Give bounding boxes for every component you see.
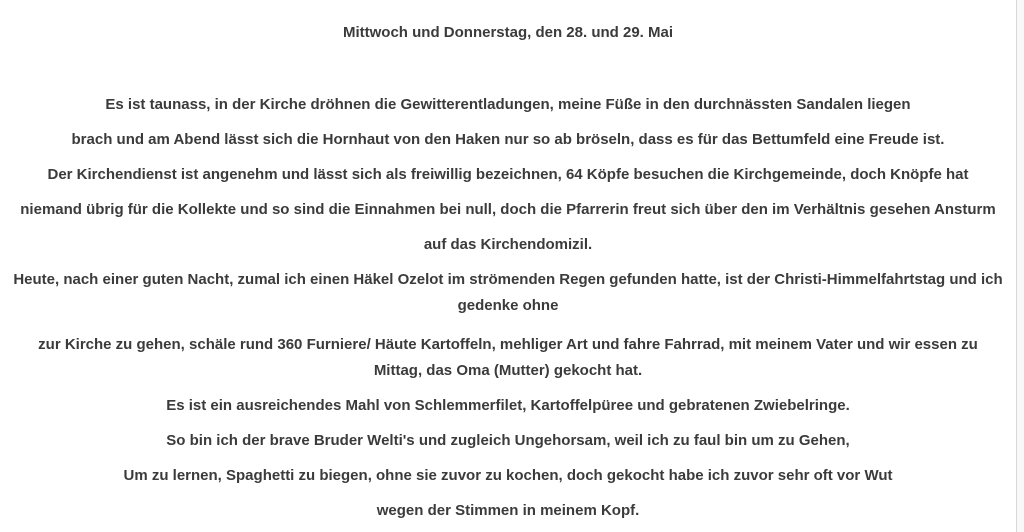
text-line: Mittag, das Oma (Mutter) gekocht hat.: [373, 362, 643, 379]
text-line: wegen der Stimmen in meinem Kopf.: [376, 502, 640, 519]
text-line: Es ist ein ausreichendes Mahl von Schlemmerfilet, Kartoffelpüree und gebratenen Zwiebelringe.: [166, 397, 850, 414]
text-line: Heute, nach einer guten Nacht, zumal ich einen Häkel Ozelot im strömenden Regen gefunden hatte, ist der Christi-Himmelfahrtstag und ich: [13, 271, 1003, 288]
right-edge-gutter: [1016, 0, 1024, 532]
text-line: Es ist taunass, in der Kirche dröhnen die Gewitterentladungen, meine Füße in den durchnässten Sandalen liegen: [105, 96, 911, 113]
text-line: zur Kirche zu gehen, schäle rund 360 Furniere/ Häute Kartoffeln, mehliger Art und fahre Fahrrad, mit meinem Vater und wir essen zu: [38, 336, 978, 353]
text-line: niemand übrig für die Kollekte und so sind die Einnahmen bei null, doch die Pfarrerin freut sich über den im Verhältnis gesehen Ansturm: [20, 201, 996, 218]
date-heading: Mittwoch und Donnerstag, den 28. und 29. Mai: [342, 24, 674, 41]
text-line: So bin ich der brave Bruder Welti's und zugleich Ungehorsam, weil ich zu faul bin um zu Gehen,: [166, 432, 850, 449]
text-line: brach und am Abend lässt sich die Hornhaut von den Haken nur so ab bröseln, dass es für das Bettumfeld eine Freude ist.: [71, 131, 945, 148]
text-line: auf das Kirchendomizil.: [423, 236, 593, 253]
text-line: gedenke ohne: [457, 297, 559, 314]
text-line: Der Kirchendienst ist angenehm und lässt sich als freiwillig bezeichnen, 64 Köpfe besuchen die Kirchgemeinde, doch Knöpfe hat: [47, 166, 969, 183]
text-line: Um zu lernen, Spaghetti zu biegen, ohne sie zuvor zu kochen, doch gekocht habe ich zuvor sehr oft vor Wut: [123, 467, 893, 484]
